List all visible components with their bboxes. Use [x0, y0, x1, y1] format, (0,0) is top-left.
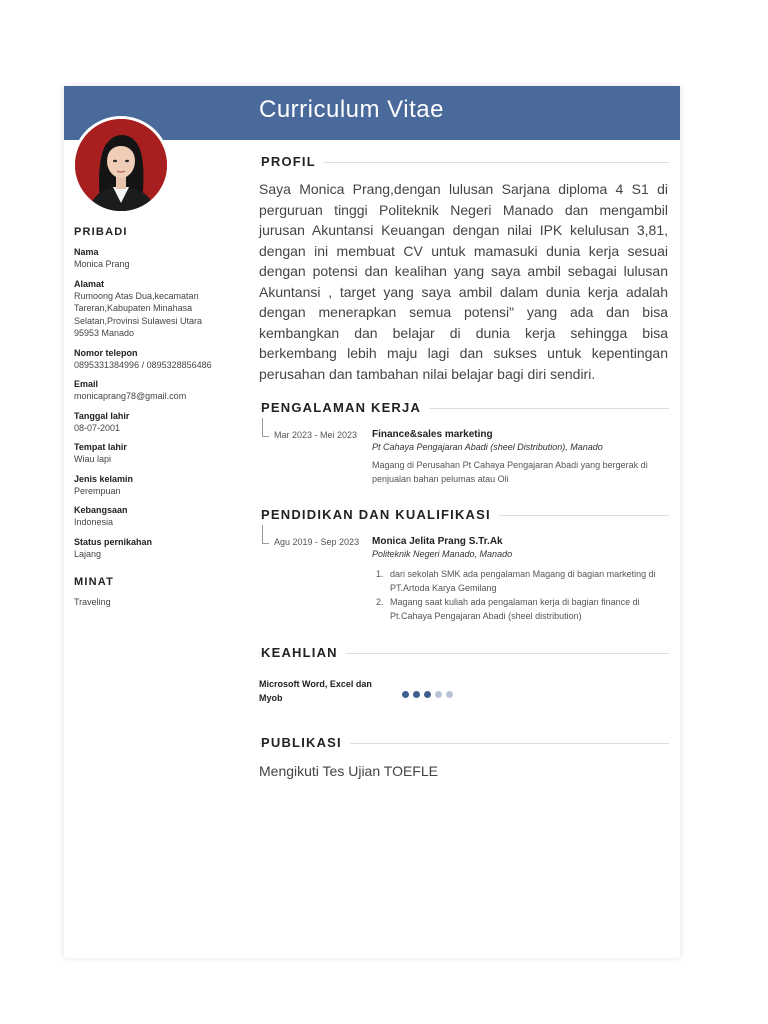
skill-row [259, 665, 669, 733]
skills-section-header [259, 643, 669, 665]
education-item: 2. Magang saat kuliah ada pengalaman kerja di bagian finance di Pt.Cahaya Pengajaran Abadi (sheel distribution) [386, 595, 669, 623]
personal-field [74, 473, 224, 498]
publications-section-header [259, 733, 669, 755]
rating-dot-filled [413, 691, 420, 698]
rating-dot-filled [402, 691, 409, 698]
field-label: Tempat lahir [74, 442, 127, 452]
field-label: Nomor telepon [74, 347, 138, 358]
experience-date: Mar 2023 - Mei 2023 [274, 430, 358, 440]
cv-title: Curriculum Vitae [259, 96, 444, 123]
education-title: Monica Jelita Prang S.Tr.Ak [372, 536, 503, 547]
minat-heading: MINAT [74, 576, 115, 588]
field-value: monicaprang78@gmail.com [74, 391, 187, 401]
education-date: Agu 2019 - Sep 2023 [274, 537, 360, 547]
personal-field [74, 278, 224, 340]
experience-title: Finance&sales marketing [372, 429, 493, 440]
personal-field [74, 536, 224, 561]
profile-photo-image [75, 119, 167, 211]
experience-description: Magang di Perusahan Pt Cahaya Pengajaran Abadi yang bergerak di penjualan bahan pelumas atau Oli [372, 460, 648, 484]
personal-field [74, 246, 224, 271]
profile-text: Saya Monica Prang,dengan lulusan Sarjana diploma 4 S1 di perguruan tinggi Politeknik Negeri Manado dan mengambil jurusan Akuntansi Keuangan dengan nilai IPK kelulusan 3,81, dengan ini membuat CV untuk mamasuki dunia kerja sesuai dengan potensi dan kealihan yang saya ambil sebagai lulusan Akuntansi , target yang saya ambil dalam dunia kerja adalah dengan menerapkan semua potensi" yang ada dan bisa kembangkan dan belajar di dunia kerja sehingga bisa berkembang lebih maju lagi dan sukses untuk kepentingan perusahan dan tambahan nilai belajar bagi diri sendiri. [259, 181, 668, 382]
personal-field [74, 441, 224, 466]
profile-photo [72, 116, 170, 214]
education-item: 1. dari sekolah SMK ada pengalaman Magang di bagian marketing di PT.Artoda Karya Gemilang [386, 567, 669, 595]
personal-field [74, 347, 224, 372]
skill-name: Microsoft Word, Excel dan Myob [259, 679, 372, 703]
field-label: Jenis kelamin [74, 473, 134, 484]
timeline-marker [262, 418, 269, 437]
main-content [259, 152, 669, 779]
minat-value: Traveling [74, 597, 111, 607]
cv-page [64, 86, 680, 958]
experience-section-header [259, 398, 669, 420]
field-label: Tanggal lahir [74, 410, 130, 421]
field-value: Selatan,Provinsi Sulawesi Utara [74, 315, 203, 326]
education-school: Politeknik Negeri Manado, Manado [372, 549, 513, 559]
field-value: Wiau lapi [74, 454, 112, 464]
field-label: Alamat [74, 278, 105, 289]
experience-entry [259, 420, 669, 505]
rating-dot-empty [446, 691, 453, 698]
field-value: Tareran,Kabupaten Minahasa [74, 303, 193, 313]
pribadi-heading: PRIBADI [74, 226, 128, 238]
field-value: Perempuan [74, 485, 121, 496]
field-value: Monica Prang [74, 259, 130, 269]
field-label: Nama [74, 247, 99, 257]
skill-rating [402, 691, 453, 698]
experience-heading: PENGALAMAN KERJA [261, 400, 429, 415]
education-entry [259, 527, 669, 643]
education-items [372, 567, 669, 623]
timeline-marker [262, 525, 269, 544]
personal-fields [74, 246, 224, 560]
field-value: 95953 Manado [74, 328, 135, 338]
field-label: Email [74, 379, 99, 389]
sidebar [74, 226, 224, 609]
field-label: Kebangsaan [74, 505, 128, 515]
experience-company: Pt Cahaya Pengajaran Abadi (sheel Distribution), Manado [372, 442, 603, 452]
field-value: Lajang [74, 548, 102, 559]
skills-heading: KEAHLIAN [261, 645, 346, 660]
publications-text: Mengikuti Tes Ujian TOEFLE [259, 763, 438, 779]
field-value: 0895331384996 / 0895328856486 [74, 359, 212, 370]
experience-body [372, 428, 669, 486]
education-section-header [259, 505, 669, 527]
personal-field [74, 410, 224, 435]
field-label: Status pernikahan [74, 536, 153, 547]
rating-dot-filled [424, 691, 431, 698]
profile-heading: PROFIL [261, 154, 324, 169]
field-value: Rumoong Atas Dua,kecamatan [74, 290, 199, 301]
profile-section-header [259, 152, 669, 174]
education-heading: PENDIDIKAN DAN KUALIFIKASI [261, 507, 499, 522]
personal-field [74, 504, 224, 529]
field-value: 08-07-2001 [74, 422, 121, 433]
field-value: Indonesia [74, 517, 114, 527]
personal-field [74, 378, 224, 403]
publications-heading: PUBLIKASI [261, 735, 350, 750]
education-body [372, 535, 669, 623]
rating-dot-empty [435, 691, 442, 698]
